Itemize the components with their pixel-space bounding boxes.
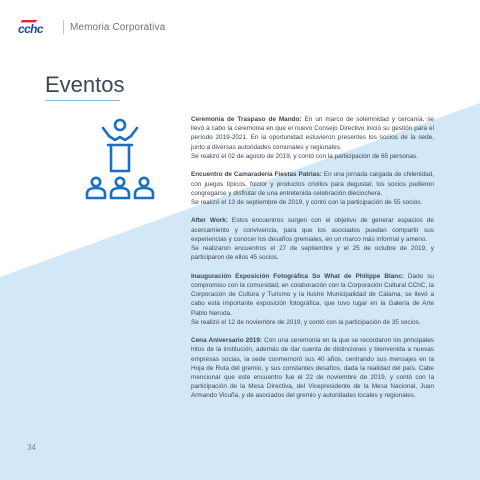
header-title: Memoria Corporativa	[70, 21, 166, 33]
event-item	[191, 272, 434, 327]
event-name: Encuentro de Camaradería Fiestas Patrias:	[191, 171, 322, 179]
event-description: Con una ceremonia en la que se recordaron los principales hitos de la institución, además de dar cuenta de distinciones y bienvenida a nuevas empresas socias, la sede conmemoró sus 40 años, centrando sus mensajes en la Hoja de Ruta del gremio, y sus constantes desafíos, dada la realidad del país. Cabe mencionar que este encuentro fue el 22 de noviembre de 2019, y contó con la participación de la Mesa Directiva, del Vicepresidente de la Mesa Nacional, Juan Armando Vicuña, y de asociados del gremio y autoridades locales y regionales.	[191, 337, 434, 400]
cchc-logo	[18, 19, 56, 35]
event-date-line: Se realizó el 02 de agosto de 2019, y contó con la participación de 65 personas.	[191, 152, 419, 160]
section-title: Eventos	[45, 72, 125, 97]
events-list	[191, 115, 434, 410]
event-description: Estos encuentros surgen con el objetivo de generar espacios de acercamiento y convivencia, para que los asociados puedan compartir sus experiencias y conocer los desafíos gremiales, en un marco más informal y ameno.	[191, 217, 434, 243]
event-name: Inauguración Exposición Fotográfica So What de Philippe Blanc:	[191, 272, 404, 280]
event-paragraph	[191, 272, 434, 318]
event-date-line: Se realizó el 13 de septiembre de 2019, y contó con la participación de 55 socios.	[191, 198, 423, 206]
event-item	[191, 336, 434, 400]
event-item	[191, 216, 434, 262]
event-paragraph	[191, 336, 434, 400]
page-header	[18, 17, 165, 37]
event-item	[191, 115, 434, 161]
title-underline	[45, 100, 120, 101]
event-name: After Work:	[191, 217, 228, 225]
event-paragraph	[191, 115, 434, 152]
event-description: En un marco de solemnidad y cercanía, se llevó a cabo la ceremonia en que el nuevo Consejo Directivo inició su gestión para el período 2019-2021. En la oportunidad estuvieron presentes los socios de la sede, junto a diversas autoridades comunales y regionales.	[191, 116, 434, 151]
svg-text:cchc: cchc	[18, 22, 43, 35]
speaker-audience-icon	[82, 118, 158, 207]
header-divider	[63, 20, 64, 34]
event-name: Ceremonia de Traspaso de Mando:	[191, 116, 302, 123]
event-paragraph	[191, 216, 434, 244]
event-item	[191, 170, 434, 207]
event-paragraph	[191, 170, 434, 198]
page-number: 34	[27, 443, 36, 452]
event-date-line: Se realizó el 12 de noviembre de 2019, y contó con la participación de 35 socios.	[191, 318, 421, 326]
event-description: Dado su compromiso con la comunidad, en colaboración con la Corporación Cultural CChC, la Corporación de Cultura y Turismo y la Ilustre Municipalidad de Calama, se llevó a cabo esta importante exposición fotográfica, que tuvo lugar en la Galería de Arte Pablo Neruda.	[191, 272, 434, 317]
event-description: En una jornada cargada de chilenidad, con juegos típicos, folclor y productos criollos para degustar, los socios pudieron congregarse y disfrutar de una entretenida celebración dieciochera.	[191, 171, 434, 197]
event-date-line: Se realizaron encuentros el 27 de septiembre y el 25 de octubre de 2019, y participaron de ellos 45 socios.	[191, 245, 434, 262]
event-name: Cena Aniversario 2019:	[191, 337, 263, 345]
